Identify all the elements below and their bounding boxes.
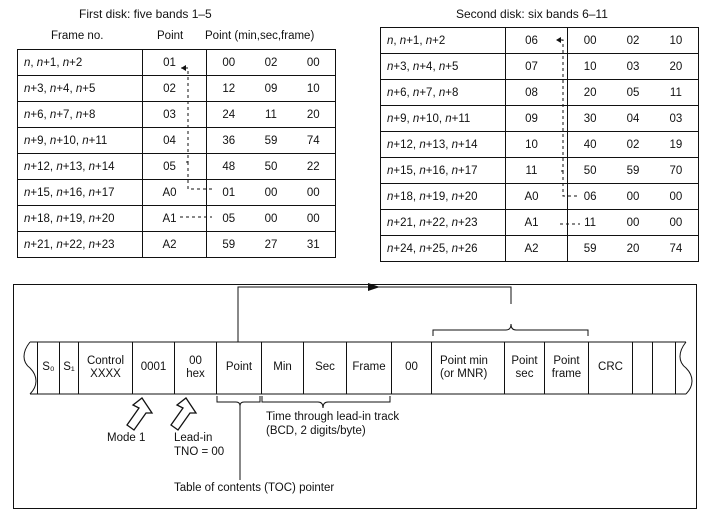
point-cell: Point: [216, 342, 261, 394]
disk1-point-cell: 05: [143, 154, 207, 180]
disk2-time-value: 00: [669, 190, 683, 203]
disk2-time-value: 30: [583, 112, 597, 125]
disk2-time-value: 02: [626, 34, 640, 47]
disk1-time-value: 12: [222, 82, 236, 95]
disk2-frame-cell: n+24, n+25, n+26: [381, 236, 506, 262]
point-to-pmin-arrow-head: [368, 283, 380, 291]
s0-cell: S₀: [37, 342, 59, 394]
disk2-point-cell: 10: [506, 132, 568, 158]
disk2-time-value: 03: [669, 112, 683, 125]
disk1-frame-cell: n+15, n+16, n+17: [18, 180, 143, 206]
disk1-frame-cell: n+9, n+10, n+11: [18, 128, 143, 154]
disk2-dashed-link: [558, 40, 563, 171]
disk1-frame-cell: n+3, n+4, n+5: [18, 76, 143, 102]
time-brace: [262, 396, 390, 408]
disk1-time-value: 00: [306, 186, 320, 199]
disk1-time-value: 11: [265, 108, 277, 121]
disk1-point-cell: A1: [143, 206, 207, 232]
disk2-title: Second disk: six bands 6–11: [456, 7, 608, 21]
disk1-point-cell: A0: [143, 180, 207, 206]
disk1-time-value: 31: [306, 238, 320, 251]
disk1-time-value: 74: [306, 134, 320, 147]
disk1-time-value: 00: [306, 56, 320, 69]
disk1-time-value: 36: [222, 134, 236, 147]
disk1-time-value: 27: [264, 238, 278, 251]
disk1-time-value: 00: [264, 212, 278, 225]
frame-cell: Frame: [346, 342, 391, 394]
right-wavy-end: [680, 342, 692, 394]
point-header: Point: [157, 30, 184, 42]
disk1-time-value: 00: [264, 186, 278, 199]
disk1-arrow-head: [181, 65, 186, 71]
disk2-point-cell: A2: [506, 236, 568, 262]
disk1-time-value: 09: [264, 82, 278, 95]
disk2-time-value: 00: [626, 190, 640, 203]
mode-cell: 0001: [132, 342, 174, 394]
point-to-pmin-arrow-line: [238, 287, 511, 342]
disk2-time-value: 20: [583, 86, 597, 99]
disk2-time-value: 06: [583, 190, 597, 203]
disk2-time-value: 20: [626, 242, 640, 255]
disk2-frame-cell: n+18, n+19, n+20: [381, 184, 506, 210]
leadin-hollow-arrow: [171, 398, 196, 430]
disk2-time-value: 74: [669, 242, 683, 255]
point-frame-cell: Point frame: [544, 342, 588, 394]
pmin-group-brace: [433, 324, 588, 336]
hex-cell: 00 hex: [174, 342, 216, 394]
mode1-label: Mode 1: [107, 432, 146, 444]
disk1-time-value: 05: [222, 212, 236, 225]
disk1-frame-cell: n+12, n+13, n+14: [18, 154, 143, 180]
control-cell: Control XXXX: [78, 342, 132, 394]
disk1-time-value: 00: [222, 56, 236, 69]
disk2-point-cell: 08: [506, 80, 568, 106]
disk1-time-value: 24: [222, 108, 236, 121]
mode1-hollow-arrow: [127, 398, 152, 430]
disk2-point-cell: A0: [506, 184, 568, 210]
s1-cell: S₁: [59, 342, 78, 394]
disk2-time-value: 05: [626, 86, 640, 99]
disk2-point-cell: 09: [506, 106, 568, 132]
disk1-point-cell: 01: [143, 50, 207, 76]
disk2-time-value: 40: [583, 138, 597, 151]
point-sec-cell: Point sec: [504, 342, 544, 394]
disk1-point-cell: A2: [143, 232, 207, 258]
disk2-time-value: 00: [626, 216, 640, 229]
crc-cell: CRC: [588, 342, 632, 394]
disk2-time-value: 00: [669, 216, 683, 229]
disk1-time-value: 59: [264, 134, 278, 147]
min-cell: Min: [261, 342, 303, 394]
disk1-frame-cell: n, n+1, n+2: [18, 50, 143, 76]
disk1-dashed-link: [181, 68, 188, 162]
disk1-time-value: 10: [306, 82, 320, 95]
disk2-frame-cell: n, n+1, n+2: [381, 28, 506, 54]
disk1-point-cell: 02: [143, 76, 207, 102]
disk2-time-value: 50: [583, 164, 597, 177]
disk2-point-cell: 07: [506, 54, 568, 80]
disk1-frame-cell: n+18, n+19, n+20: [18, 206, 143, 232]
disk1-frame-cell: n+21, n+22, n+23: [18, 232, 143, 258]
disk2-time-value: 10: [669, 34, 683, 47]
disk2-time-value: 59: [583, 242, 597, 255]
disk2-time-value: 70: [669, 164, 683, 177]
disk2-point-cell: A1: [506, 210, 568, 236]
disk1-time-value: 48: [222, 160, 236, 173]
time-header: Point (min,sec,frame): [205, 30, 315, 42]
disk2-point-cell: 11: [506, 158, 568, 184]
toc-label: Table of contents (TOC) pointer: [174, 482, 335, 494]
frame-header: Frame no.: [51, 30, 104, 42]
disk2-time-value: 04: [626, 112, 640, 125]
disk2-time-value: 19: [669, 138, 683, 151]
disk1-time-value: 59: [222, 238, 236, 251]
disk1-time-value: 00: [306, 212, 320, 225]
disk1-a0-pointer: [188, 162, 212, 189]
disk2-time-value: 10: [583, 60, 597, 73]
left-wavy-end: [24, 342, 36, 394]
disk2-point-cell: 06: [506, 28, 568, 54]
disk2-arrow-head: [556, 37, 561, 43]
disk2-time-value: 11: [669, 86, 682, 99]
disk1-time-value: 50: [264, 160, 278, 173]
disk2-time-value: 02: [626, 138, 640, 151]
disk2-time-value: 11: [584, 216, 597, 229]
disk2-frame-cell: n+12, n+13, n+14: [381, 132, 506, 158]
disk2-frame-cell: n+9, n+10, n+11: [381, 106, 506, 132]
disk2-time-value: 59: [626, 164, 640, 177]
disk2-time-value: 20: [669, 60, 683, 73]
disk1-point-cell: 04: [143, 128, 207, 154]
point-min-cell: Point min (or MNR): [431, 342, 504, 394]
disk2-frame-cell: n+6, n+7, n+8: [381, 80, 506, 106]
disk1-frame-cell: n+6, n+7, n+8: [18, 102, 143, 128]
disk2-frame-cell: n+15, n+16, n+17: [381, 158, 506, 184]
time-label: Time through lead-in track (BCD, 2 digits/byte): [266, 411, 400, 437]
disk2-frame-cell: n+21, n+22, n+23: [381, 210, 506, 236]
disk1-title: First disk: five bands 1–5: [79, 7, 212, 21]
disk2-time-value: 00: [583, 34, 597, 47]
point-brace: [217, 396, 260, 406]
disk2-frame-cell: n+3, n+4, n+5: [381, 54, 506, 80]
disk1-time-value: 01: [222, 186, 236, 199]
leadin-label: Lead-in TNO = 00: [174, 432, 225, 458]
disk1-time-value: 20: [306, 108, 320, 121]
disk2-time-value: 03: [626, 60, 640, 73]
disk1-time-value: 02: [264, 56, 278, 69]
disk1-point-cell: 03: [143, 102, 207, 128]
sec-cell: Sec: [303, 342, 346, 394]
disk2-a0-pointer: [563, 171, 580, 196]
disk1-time-value: 22: [306, 160, 320, 173]
zero-cell: 00: [391, 342, 431, 394]
